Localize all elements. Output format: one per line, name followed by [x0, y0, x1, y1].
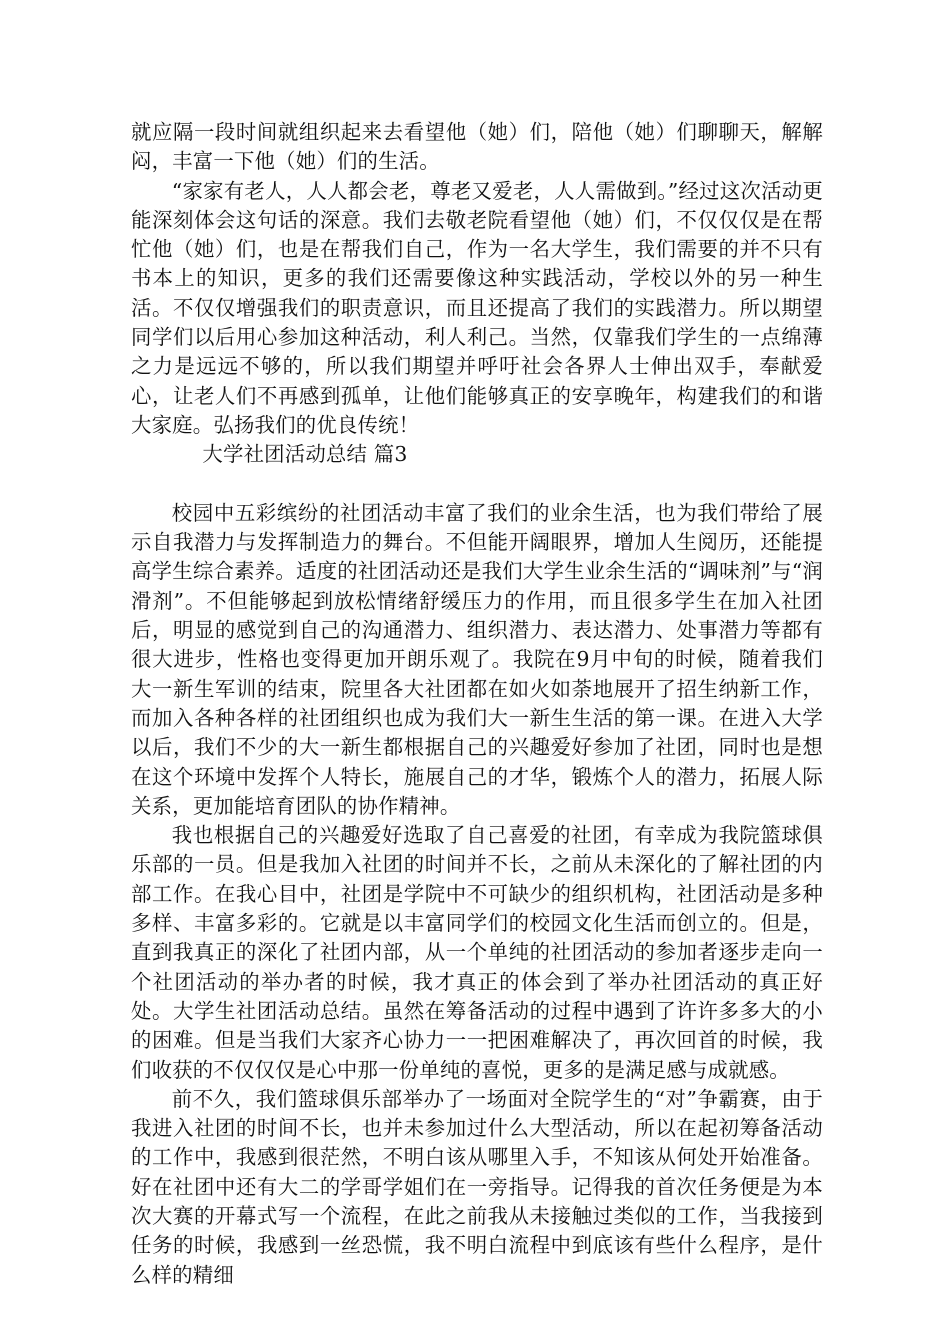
paragraph-basketball-club: 我也根据自己的兴趣爱好选取了自己喜爱的社团，有幸成为我院篮球俱乐部的一员。但是我加入社团的时间并不长，之前从未深化的了解社团的内部工作。在我心目中，社团是学院中不可缺少的组织机构，社团活动是多种多样、丰富多彩的。它就是以丰富同学们的校园文化生活而创立的。但是，直到我真正的深化了社团内部，从一个单纯的社团活动的参加者逐步走向一个社团活动的举办者的时候，我才真正的体会到了举办社团活动的真正好处。大学生社团活动总结。虽然在筹备活动的过程中遇到了许许多多大的小的困难。但是当我们大家齐心协力一一把困难解决了，再次回首的时候，我们收获的不仅仅仅是心中那一份单纯的喜悦，更多的是满足感与成就感。: [131, 823, 823, 1082]
paragraph-competition: 前不久，我们篮球俱乐部举办了一场面对全院学生的“对”争霸赛，由于我进入社团的时间不长，也并未参加过什么大型活动，所以在起初筹备活动的工作中，我感到很茫然，不明白该从哪里入手，不知该从何处开始准备。好在社团中还有大二的学哥学姐们在一旁指导。记得我的首次任务便是为本次大赛的开幕式写一个流程，在此之前我从未接触过类似的工作，当我接到任务的时候，我感到一丝恐慌，我不明白流程中到底该有些什么程序，是什么样的精细: [131, 1086, 823, 1287]
paragraph-club-activities: 校园中五彩缤纷的社团活动丰富了我们的业余生活，也为我们带给了展示自我潜力与发挥制造力的舞台。不但能开阔眼界，增加人生阅历，还能提高学生综合素养。适度的社团活动还是我们大学生业余生活的“调味剂”与“润滑剂”。不但能够起到放松情绪舒缓压力的作用，而且很多学生在加入社团后，明显的感觉到自己的沟通潜力、组织潜力、表达潜力、处事潜力等都有很大进步，性格也变得更加开朗乐观了。我院在9月中旬的时候，随着我们大一新生军训的结束，院里各大社团都在如火如荼地展开了招生纳新工作，而加入各种各样的社团组织也成为我们大一新生生活的第一课。在进入大学以后，我们不少的大一新生都根据自己的兴趣爱好参加了社团，同时也是想在这个环境中发挥个人特长，施展自己的才华，锻炼个人的潜力，拓展人际关系，更加能培育团队的协作精神。: [131, 500, 823, 818]
blank-line: [131, 470, 823, 499]
document-page: [131, 118, 823, 1290]
section-heading: 大学社团活动总结 篇3: [202, 442, 408, 467]
paragraph-elderly-care: “家家有老人，人人都会老，尊老又爱老，人人需做到。”经过这次活动更能深刻体会这句话的深意。我们去敬老院看望他（她）们，不仅仅仅是在帮忙他（她）们，也是在帮我们自己，作为一名大学生，我们需要的并不只有书本上的知识，更多的我们还需要像这种实践活动，学校以外的另一种生活。不仅仅增强我们的职责意识，而且还提高了我们的实践潜力。所以期望同学们以后用心参加这种活动，利人利己。当然，仅靠我们学生的一点绵薄之力是远远不够的，所以我们期望并呼吁社会各界人士伸出双手，奉献爱心，让老人们不再感到孤单，让他们能够真正的安享晚年，构建我们的和谐大家庭。弘扬我们的优良传统！: [131, 178, 823, 437]
paragraph-continuation: 就应隔一段时间就组织起来去看望他（她）们，陪他（她）们聊聊天，解解闷，丰富一下他（她）们的生活。: [131, 120, 823, 174]
